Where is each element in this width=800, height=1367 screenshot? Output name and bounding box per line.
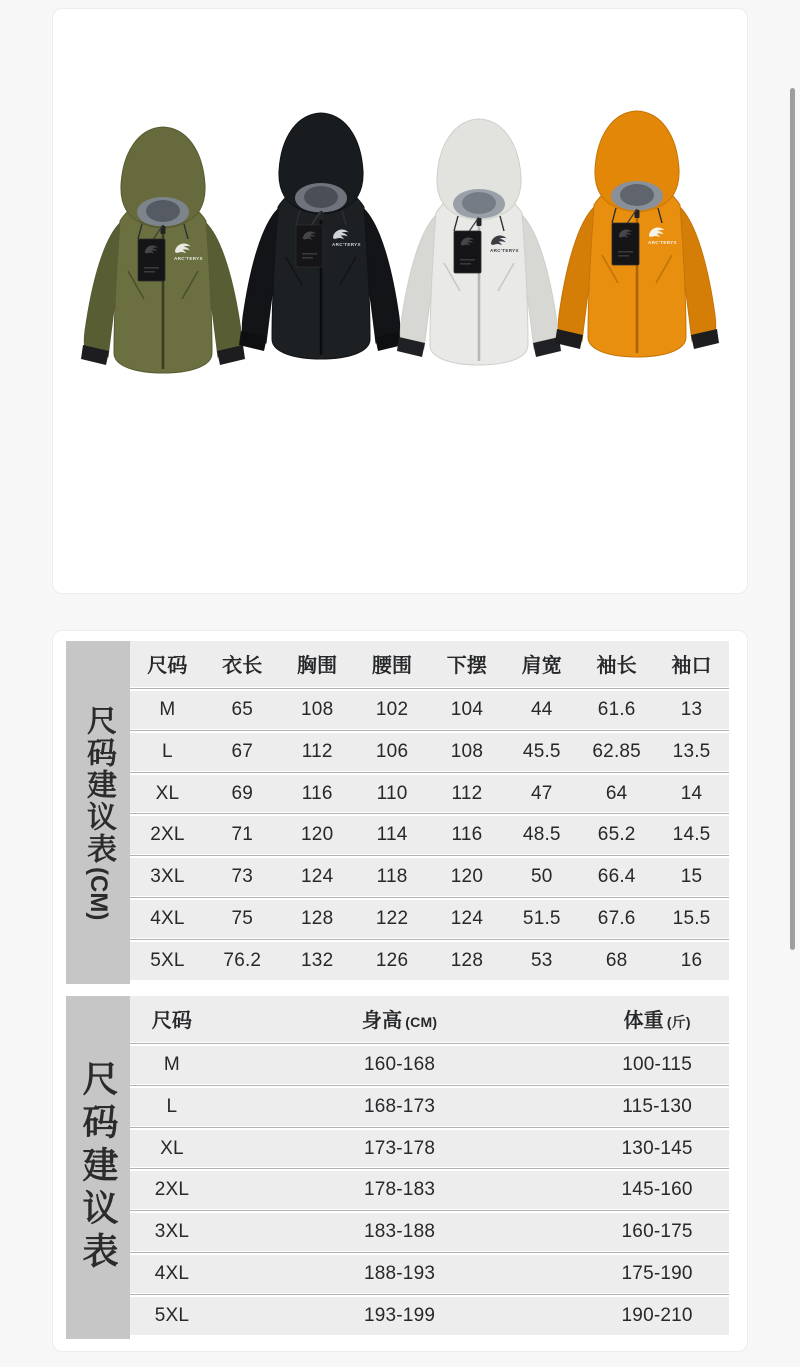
table-cell: 126 (375, 950, 409, 972)
table-cell: 3XL (150, 866, 185, 888)
table-cell: 118 (376, 866, 408, 888)
svg-text:ARC'TERYX: ARC'TERYX (174, 256, 203, 261)
table-cell: 45.5 (522, 740, 561, 762)
table-cell: M (159, 698, 176, 720)
table-cell: 110 (376, 782, 408, 804)
table-cell: 65 (231, 698, 254, 720)
size-table-body-title: 尺码建议表 (78, 1060, 119, 1275)
table-row (130, 1171, 729, 1209)
table-cell: 68 (605, 950, 628, 972)
jacket-image-orange (542, 105, 732, 383)
table-cell: 183-188 (363, 1221, 436, 1243)
table-cell: 62.85 (592, 740, 641, 762)
table-cell: 69 (231, 782, 254, 804)
table-cell: 48.5 (522, 824, 561, 846)
table-cell: 178-183 (363, 1179, 436, 1201)
table-cell: XL (155, 782, 180, 804)
column-header: 袖长 (596, 655, 637, 678)
size-table-cm-title: 尺码建议表 (82, 704, 115, 865)
table-cell: 13 (680, 698, 703, 720)
product-image-card (52, 8, 748, 594)
svg-text:ARC'TERYX: ARC'TERYX (332, 242, 361, 247)
table-cell: 64 (605, 782, 628, 804)
table-row (130, 1088, 729, 1126)
table-cell: 128 (301, 908, 334, 930)
size-table-body-body (130, 996, 729, 1339)
table-cell: 47 (531, 782, 553, 804)
table-cell: 120 (450, 866, 484, 888)
table-cell: 14 (680, 782, 703, 804)
table-row (130, 1046, 729, 1084)
table-cell: 66.4 (597, 866, 636, 888)
table-cell: 15.5 (672, 908, 711, 930)
table-cell: 130-145 (621, 1137, 693, 1159)
column-header: 肩宽 (521, 655, 563, 678)
table-cell: 108 (450, 740, 484, 762)
table-cell: 73 (231, 866, 254, 888)
table-row (130, 942, 729, 980)
size-table-cm-unit: (CM) (85, 866, 112, 921)
table-cell: 61.6 (597, 698, 636, 720)
table-cell: 112 (301, 740, 333, 762)
table-cell: 67 (231, 740, 254, 762)
table-cell: 3XL (154, 1221, 190, 1243)
table-cell: 122 (375, 908, 409, 930)
column-header: 腰围 (371, 655, 413, 678)
table-cell: 175-190 (621, 1263, 693, 1285)
table-cell: 145-160 (621, 1179, 693, 1201)
table-cell: 76.2 (223, 950, 262, 972)
table-cell: 108 (301, 698, 334, 720)
table-cell: 160-168 (363, 1053, 436, 1075)
table-cell: 4XL (154, 1263, 190, 1285)
size-table-cm (66, 641, 729, 984)
jacket-gallery (53, 9, 747, 383)
table-cell: 15 (680, 866, 703, 888)
table-cell: 128 (450, 950, 484, 972)
table-cell: 173-178 (363, 1137, 436, 1159)
table-cell: 5XL (154, 1305, 190, 1327)
table-row (130, 816, 729, 854)
column-header: 体重 (斤) (623, 1010, 691, 1033)
table-row (130, 1213, 729, 1251)
table-cell: 50 (531, 866, 553, 888)
table-cell: 13.5 (672, 740, 711, 762)
table-cell: 71 (231, 824, 254, 846)
table-cell: 2XL (150, 824, 185, 846)
table-cell: 5XL (150, 950, 185, 972)
column-header: 尺码 (147, 655, 188, 678)
size-chart-card (52, 630, 748, 1352)
table-cell: 124 (301, 866, 334, 888)
table-cell: 124 (450, 908, 484, 930)
size-table-body-header (130, 996, 729, 1042)
table-cell: 67.6 (597, 908, 636, 930)
table-cell: 114 (376, 824, 408, 846)
table-row (130, 691, 729, 729)
column-header: 衣长 (222, 655, 263, 678)
table-row (130, 858, 729, 896)
page-scrollbar-thumb[interactable] (790, 88, 795, 950)
table-cell: 116 (301, 782, 333, 804)
table-cell: L (166, 1095, 178, 1117)
table-cell: 188-193 (363, 1263, 436, 1285)
table-cell: 65.2 (597, 824, 636, 846)
size-table-cm-body (130, 641, 729, 984)
size-table-body-sidebar (66, 996, 130, 1339)
table-cell: 2XL (154, 1179, 190, 1201)
table-cell: 132 (301, 950, 334, 972)
size-table-cm-header (130, 641, 729, 687)
table-cell: 51.5 (522, 908, 561, 930)
table-cell: XL (160, 1137, 184, 1159)
size-table-cm-sidebar (66, 641, 130, 984)
table-cell: L (162, 740, 173, 762)
table-cell: M (163, 1053, 180, 1075)
table-cell: 104 (450, 698, 484, 720)
table-cell: 14.5 (672, 824, 711, 846)
table-row (130, 1255, 729, 1293)
table-row (130, 1130, 729, 1168)
table-cell: 4XL (150, 908, 185, 930)
table-row (130, 900, 729, 938)
table-row (130, 733, 729, 771)
column-header: 下摆 (446, 655, 488, 678)
table-cell: 102 (375, 698, 409, 720)
table-cell: 44 (531, 698, 553, 720)
table-cell: 16 (680, 950, 703, 972)
table-cell: 115-130 (622, 1095, 692, 1117)
table-cell: 116 (451, 824, 483, 846)
column-header: 身高 (CM) (361, 1010, 438, 1033)
table-cell: 106 (375, 740, 409, 762)
column-header: 袖口 (671, 655, 712, 678)
table-cell: 112 (451, 782, 483, 804)
table-cell: 100-115 (622, 1053, 692, 1075)
table-cell: 190-210 (621, 1305, 693, 1327)
size-table-body (66, 996, 729, 1339)
table-row (130, 775, 729, 813)
column-header: 胸围 (296, 655, 338, 678)
table-row (130, 1297, 729, 1335)
table-cell: 75 (231, 908, 254, 930)
table-cell: 168-173 (363, 1095, 436, 1117)
table-cell: 120 (301, 824, 334, 846)
table-cell: 53 (531, 950, 553, 972)
svg-text:ARC'TERYX: ARC'TERYX (490, 248, 519, 253)
table-cell: 193-199 (363, 1305, 436, 1327)
column-header: 尺码 (151, 1010, 193, 1033)
svg-text:ARC'TERYX: ARC'TERYX (648, 240, 677, 245)
table-cell: 160-175 (621, 1221, 693, 1243)
